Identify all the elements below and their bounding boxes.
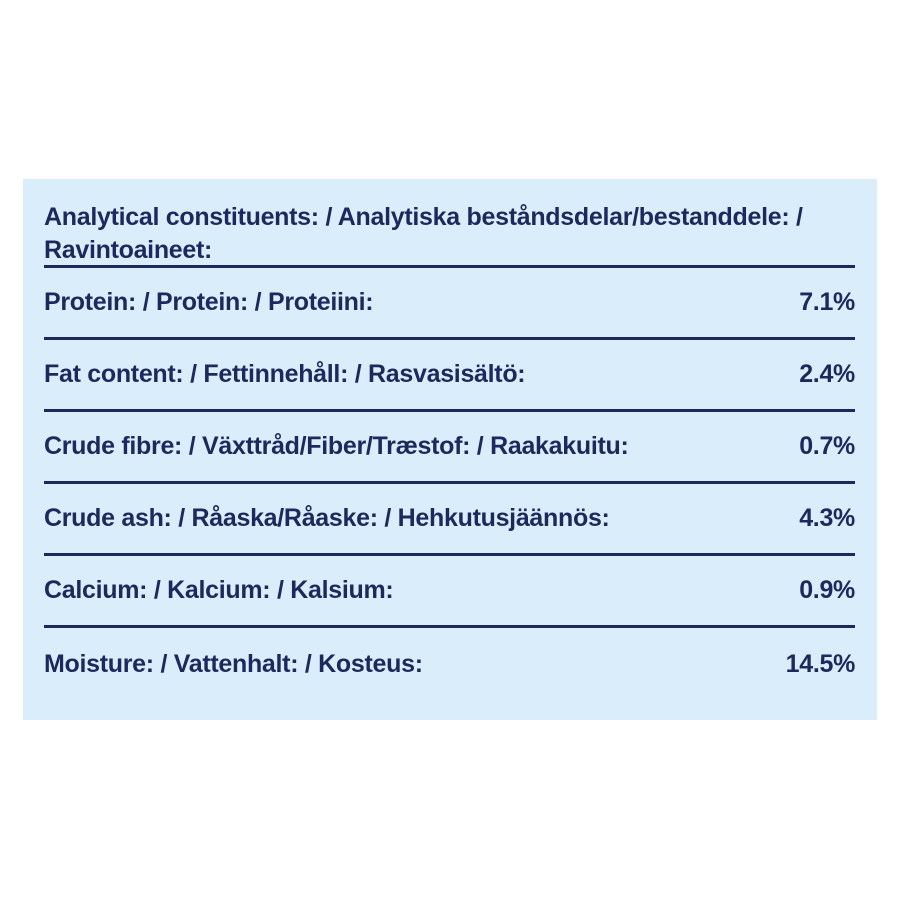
constituent-row-fat <box>44 340 855 412</box>
panel-heading <box>44 179 855 268</box>
constituent-value: 14.5% <box>785 649 855 678</box>
constituent-value: 0.7% <box>799 432 855 460</box>
constituent-row-fibre <box>44 412 855 484</box>
constituent-row-protein <box>44 268 855 340</box>
constituent-value: 2.4% <box>799 360 855 388</box>
constituent-value: 4.3% <box>799 504 855 532</box>
constituent-row-ash <box>44 484 855 556</box>
analytical-constituents-panel <box>23 179 877 720</box>
constituent-label: Moisture: / Vattenhalt: / Kosteus: <box>44 649 423 678</box>
constituent-row-calcium <box>44 556 855 628</box>
constituent-label: Protein: / Protein: / Proteiini: <box>44 288 374 316</box>
constituent-label: Fat content: / Fettinnehåll: / Rasvasisältö: <box>44 360 526 388</box>
heading-line-2: Ravintoaineet: <box>44 236 213 264</box>
constituent-value: 7.1% <box>799 288 855 316</box>
constituent-label: Calcium: / Kalcium: / Kalsium: <box>44 576 394 604</box>
heading-line-1: Analytical constituents: / Analytiska beståndsdelar/bestanddele: / <box>44 203 803 231</box>
constituent-value: 0.9% <box>799 576 855 604</box>
constituent-row-moisture <box>44 628 855 700</box>
constituent-label: Crude fibre: / Växttråd/Fiber/Træstof: / Raakakuitu: <box>44 432 629 460</box>
constituent-label: Crude ash: / Råaska/Råaske: / Hehkutusjäännös: <box>44 504 610 532</box>
